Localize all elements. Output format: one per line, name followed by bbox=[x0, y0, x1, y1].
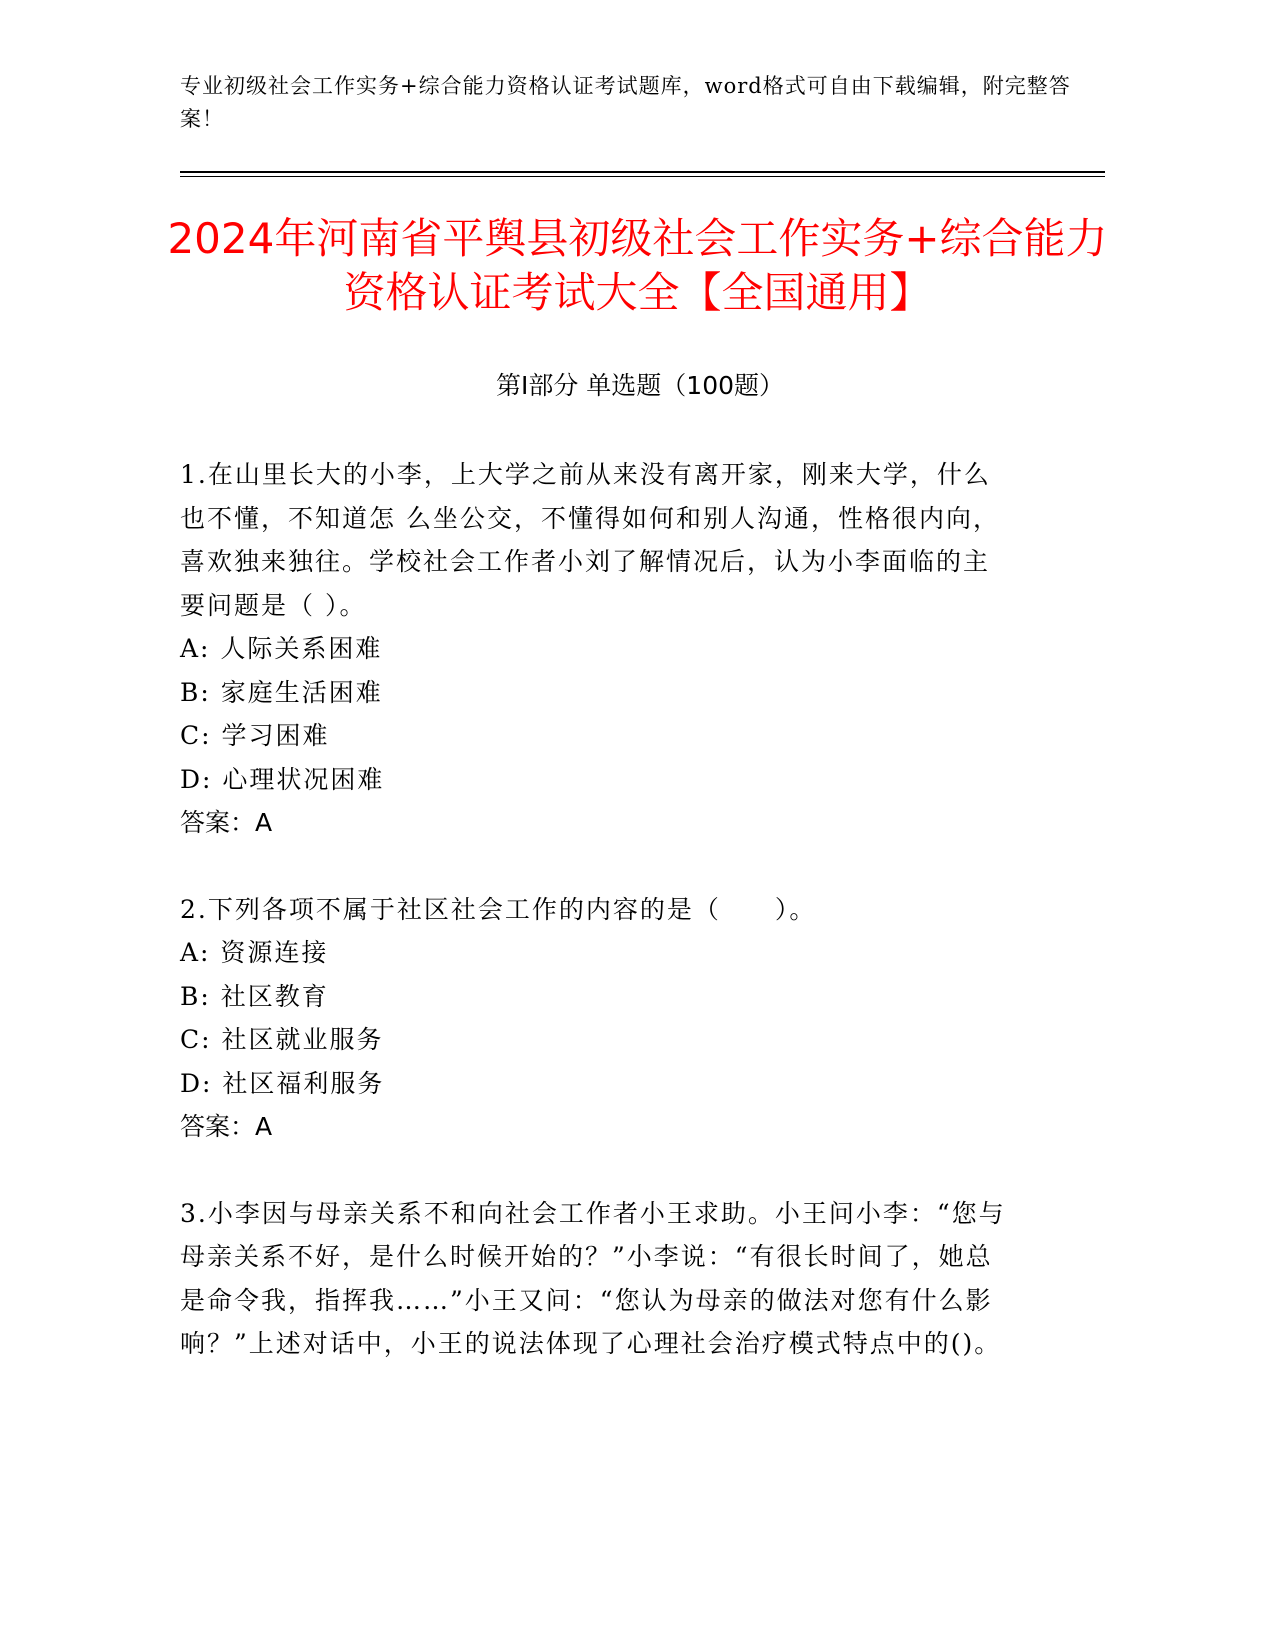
option-d: D: 社区福利服务 bbox=[180, 1068, 385, 1098]
question-stem: 2.下列各项不属于社区社会工作的内容的是（ ）。 bbox=[180, 894, 817, 924]
question-stem: 1.在山里长大的小李，上大学之前从来没有离开家，刚来大学，什么也不懂，不知道怎 么坐公交，不懂得如何和别人沟通，性格很内向，喜欢独来独往。学校社会工作者小刘了解情况后，认为小李面临的主要问题是（ ）。 bbox=[180, 460, 1000, 620]
question-list bbox=[180, 453, 1015, 1409]
section-heading: 第Ⅰ部分 单选题（100题） bbox=[495, 371, 785, 400]
document-title: 2024年河南省平舆县初级社会工作实务+综合能力资格认证考试大全【全国通用】 bbox=[167, 214, 1108, 317]
option-c: C: 学习困难 bbox=[180, 721, 330, 750]
header-rule-thick bbox=[180, 171, 1105, 173]
question-stem: 3.小李因与母亲关系不和向社会工作者小王求助。小王问小李：“您与母亲关系不好，是什么时候开始的？”小李说：“有很长时间了，她总是命令我，指挥我……”小王又问：“您认为母亲的做法对您有什么影响？”上述对话中，小王的说法体现了心理社会治疗模式特点中的()。 bbox=[180, 1198, 1006, 1358]
option-d: D: 心理状况困难 bbox=[180, 764, 385, 794]
option-b: B: 社区教育 bbox=[180, 981, 329, 1011]
option-a: A: 资源连接 bbox=[180, 938, 329, 967]
option-c: C: 社区就业服务 bbox=[180, 1025, 384, 1054]
option-b: B: 家庭生活困难 bbox=[180, 677, 383, 707]
question-2 bbox=[180, 888, 1015, 1149]
header-note: 专业初级社会工作实务+综合能力资格认证考试题库，word格式可自由下载编辑，附完整答案！ bbox=[180, 74, 1071, 131]
header-rule-thin bbox=[180, 176, 1105, 177]
answer-line: 答案：A bbox=[180, 808, 273, 837]
question-1 bbox=[180, 453, 1015, 845]
question-3 bbox=[180, 1192, 1015, 1366]
answer-line: 答案：A bbox=[180, 1112, 273, 1141]
option-a: A: 人际关系困难 bbox=[180, 634, 383, 663]
